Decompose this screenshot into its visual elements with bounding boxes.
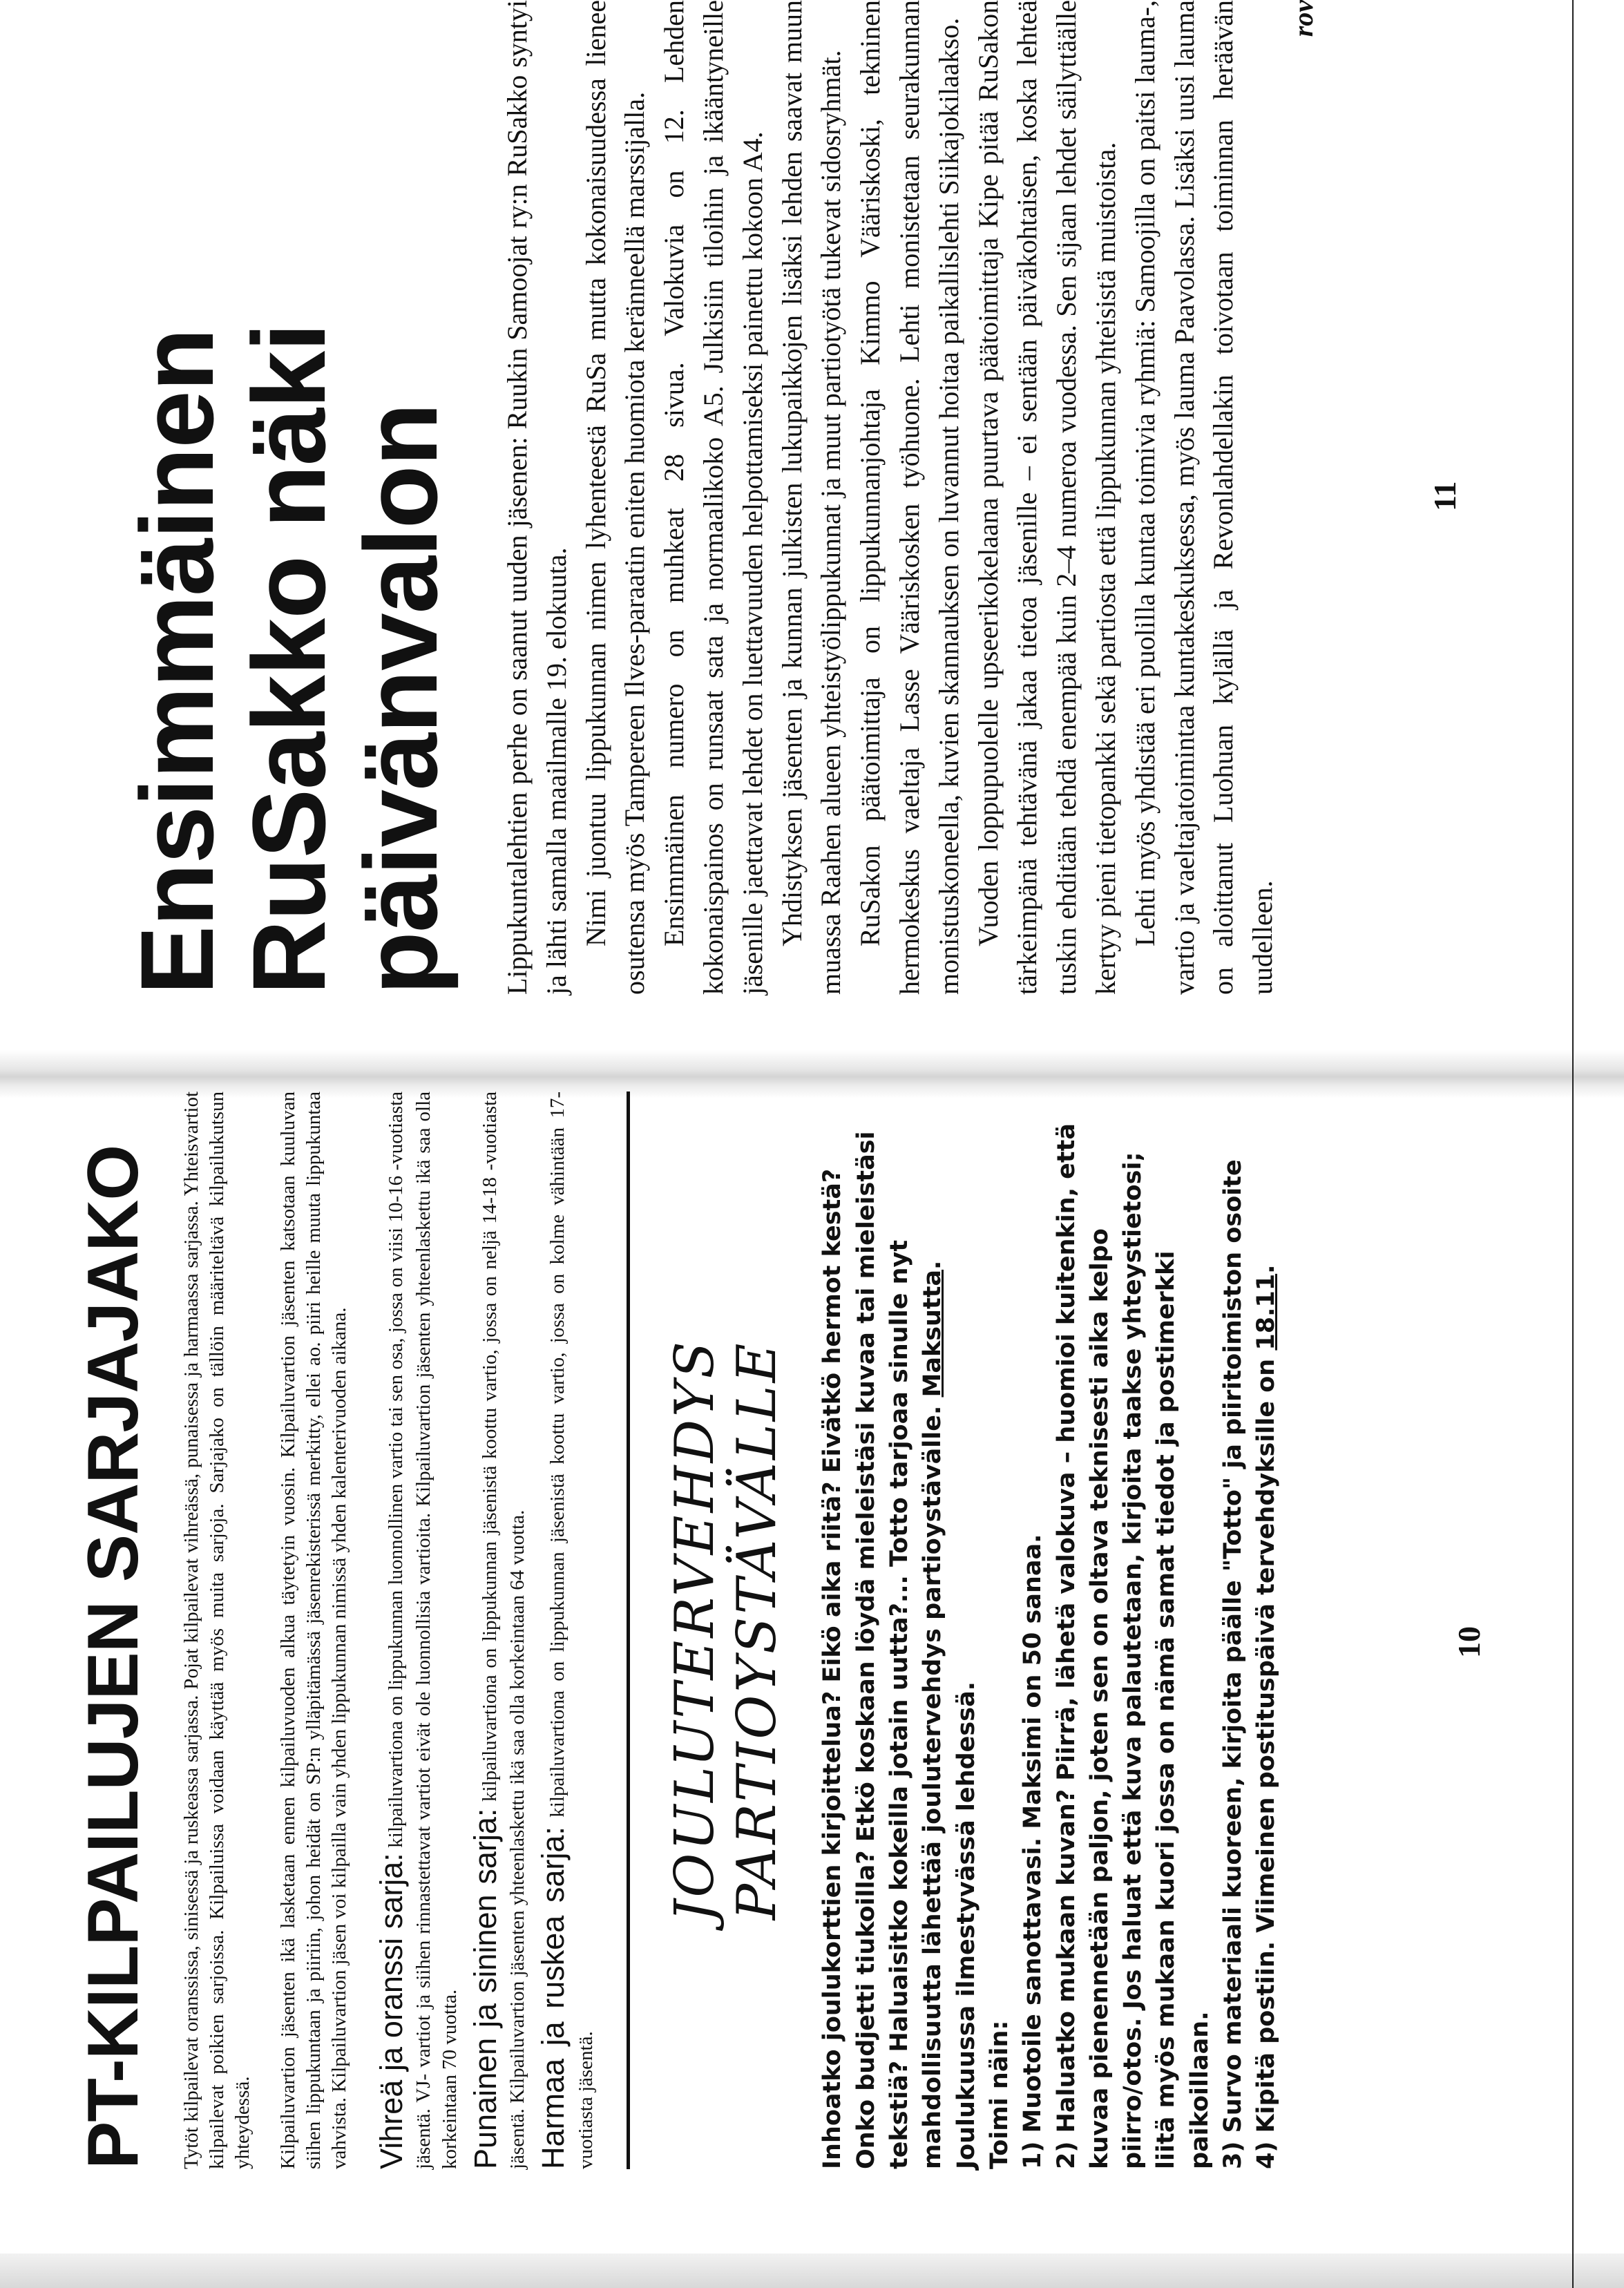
page-10	[73, 1091, 1527, 2169]
article-paragraph: Nimi juontuu lippukunnan nimen lyhenteestä RuSa mutta kokonaisuudessa lienee osutensa myös Tampereen Ilves-paraatin eniten huomiota keränneellä marssijalla.	[580, 0, 651, 995]
section-text: kilpailuvartiona on lippukunnan jäsenistä koottu vartio, jossa on kolme vähintään 17-vuotiasta jäsentä.	[546, 1091, 597, 2169]
steps-intro: Toimi näin:	[985, 2020, 1013, 2169]
article-paragraph: Ensimmäinen numero on muhkeat 28 sivua. Valokuvia on 12. Lehden kokonaispainos on runsaat sata ja normaalikoko A5. Julkisiin tiloihin ja ikääntyneille jäsenille jaettavat lehdet on luettavuuden helpottamiseksi painettu kokoon A4.	[658, 0, 768, 995]
article-paragraph: Vuoden loppupuolelle upseerikokelaana puurtava päätoimittaja Kipe pitää RuSakon tärkeimpänä tehtävänä jakaa tietoa jäsenille – ei sentään päiväkohtaisen, koska lehteä tuskin ehditään tehdä enempää kuin 2–4 numeroa vuodessa. Sen sijaan lehdet säilyttäälle kertyy pieni tietopankki sekä partiosta että lippukunnan yhteisistä muistoista.	[972, 0, 1121, 995]
notice-title-line-1: JOULUTERVEHDYS	[664, 1339, 727, 1922]
notice-body	[816, 1091, 982, 2169]
step-3: 3) Survo materiaali kuoreen, kirjoita päälle "Totto" ja piiritoimiston osoite	[1219, 1159, 1247, 2169]
section-heading: Vihreä ja oranssi sarja:	[373, 1853, 409, 2169]
notice-text-end: . Joulukuussa ilmestyvässä lehdessä.	[919, 1260, 980, 2169]
section-text: kilpailuvartiona on lippukunnan jäsenistä koottu vartio, jossa on neljä 14-18 -vuotiasta jäsentä. Kilpailuvartion jäsenten yhteenlaskettu ikä saa olla korkeintaan 64 vuotta.	[478, 1091, 529, 2169]
section-heading: Harmaa ja ruskea sarja:	[535, 1827, 571, 2169]
notice-free: Maksutta	[919, 1269, 947, 1398]
page-number: 11	[1427, 481, 1462, 511]
intro-paragraph: Tytöt kilpailevat oranssissa, sinisessä ja ruskeassa sarjassa. Pojat kilpailevat vihreässä, punaisessa ja harmaassa sarjassa. Yhteisvartiot kilpailevat poikien sarjoissa. Kilpailuissa voidaan käyttää myös muita sarjoja. Sarjajako on tällöin määriteltävä kilpailukutsun yhteydessä.	[180, 1091, 254, 2169]
article-body	[498, 0, 1319, 995]
article-title: Ensimmäinen RuSakko näki päivänvalon	[119, 323, 459, 995]
step-4-end: .	[1252, 1264, 1281, 1274]
page-title: PT-KILPAILUJEN SARJAJAKO	[73, 1145, 153, 2169]
step-2: 2) Haluatko mukaan kuvan? Piirrä, lähetä valokuva – huomioi kuitenkin, että kuvaa pienennetään paljon, joten sen on oltava teknisesti aika kelpo piirro/otos. Jos haluat että kuva palautetaan, kirjoita taakse yhteystietosi; liitä myös mukaan kuori jossa on nämä samat tiedot ja postimerkki paikoillaan.	[1052, 1123, 1214, 2169]
notice-title-line-2: PARTIOYSTÄVÄLLE	[725, 1340, 788, 1920]
page-number: 10	[1451, 1626, 1487, 1658]
page-11	[121, 0, 1489, 995]
scan-edge	[0, 2253, 1624, 2288]
notice-text: Inhoatko joulukorttien kirjoittelua? Eikö aika riitä? Eivätkö hermot kestä? Onko budjetti tiukoilla? Etkö koskaan löydä mieleistäsi kuvaa tai mieleistäsi tekstiä? Haluaisitko kokeilla jotain uutta?... Totto tarjoaa sinulle nyt mahdollisuutta lähettää joulutervehdys partioystävälle.	[819, 1131, 947, 2169]
article-paragraph: Lippukuntalehtien perhe on saanut uuden jäsenen: Ruukin Samoojat ry:n RuSakko syntyi ja lähti samalla maailmalle 19. elokuuta.	[501, 0, 572, 995]
article-paragraph: Yhdistyksen jäsenten ja kunnan julkisten lukupaikkojen lisäksi lehden saavat muun muassa Raahen alueen yhteistyölippukunnat ja muut partiotyötä tukevat sidosryhmät.	[776, 0, 847, 995]
section-green-orange	[372, 1091, 463, 2169]
article-paragraph: RuSakon päätoimittaja on lippukunnanjohtaja Kimmo Vääriskoski, tekninen hermokeskus vaeltaja Lasse Vääriskosken työhuone. Lehti monistetaan seurakunnan monistuskoneella, kuvien skannauksen on luvannut hoitaa paikallislehti Siikajokilaakso.	[854, 0, 964, 995]
section-text: kilpailuvartiona on lippukunnan luonnollinen vartio tai sen osa, jossa on viisi 10-16 -vuotiasta jäsentä. VJ- vartiot ja siihen rinnastettavat vartiot eivät ole luonnollisia vartioita. Kilpailuvartion jäsenten yhteenlaskettu ikä saa olla korkeintaan 70 vuotta.	[384, 1091, 461, 2169]
step-1: 1) Muotoile sanottavasi. Maksimi on 50 sanaa.	[1019, 1534, 1047, 2169]
step-4	[1250, 1091, 1283, 2169]
divider	[627, 1091, 630, 2169]
section-grey-brown	[533, 1091, 599, 2169]
page-edge-rule	[1572, 0, 1574, 2288]
step-4-date: 18.11	[1252, 1273, 1281, 1351]
notice-title	[665, 1091, 788, 2169]
section-red-blue	[466, 1091, 531, 2169]
section-heading: Punainen ja sininen sarja:	[467, 1808, 503, 2169]
step-4-text: 4) Kipitä postiin. Viimeinen postituspäivä tervehdyksille on	[1252, 1350, 1281, 2169]
rules-paragraph: Kilpailuvartion jäsenten ikä lasketaan ennen kilpailuvuoden alkua täytetyin vuosin. Kilpailuvartion jäsenten katsotaan kuuluvan siihen lippukuntaan ja piiriin, johon heidät on SP:n ylläpitämässä jäsenrekisterissä merkitty, ellei ao. piiri heille muuta lippukuntaa vahvista. Kilpailuvartion jäsen voi kilpailla vain yhden lippukunnan nimissä yhden kalenterivuoden aikana.	[276, 1091, 350, 2169]
author-signature: rov	[1287, 0, 1319, 37]
article-paragraph: Lehti myös yhdistää eri puolilla kuntaa toimivia ryhmiä: Samoojilla on paitsi lauma-, vartio ja vaeltajatoimintaa kuntakeskuksessa, myös lauma Paavolassa. Lisäksi uusi lauma on aloittanut Luohuan kylällä ja Revonlahdellakin toivotaan toiminnan heräävän uudelleen.	[1129, 0, 1279, 995]
